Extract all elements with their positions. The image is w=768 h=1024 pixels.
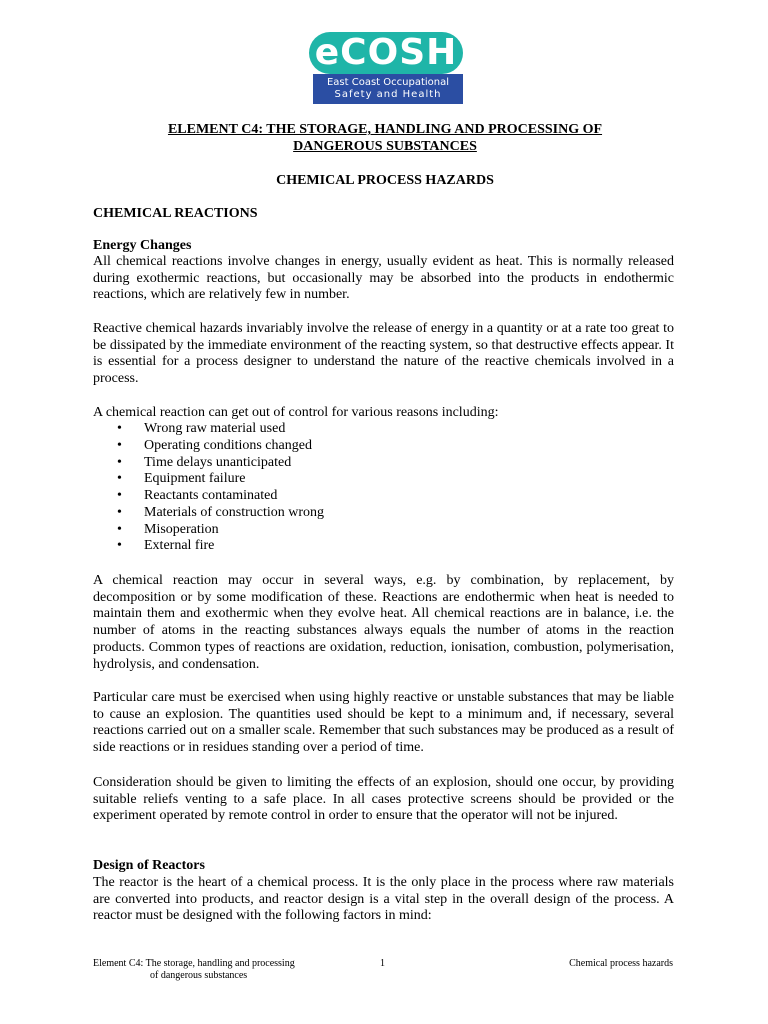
footer-left xyxy=(93,958,323,981)
energy-paragraph-6: Consideration should be given to limiting the effects of an explosion, should one occur, by providing suitable reliefs venting to a safe place. In all cases protective screens should be provided or the experiment operated by remote control in order to ensure that the operator will not be injured. xyxy=(93,775,674,824)
list-item: • Wrong raw material used xyxy=(117,421,286,436)
list-item: • Time delays unanticipated xyxy=(117,454,292,470)
list-item: • Materials of construction wrong xyxy=(117,504,325,520)
bullet-icon: • xyxy=(117,521,122,537)
energy-changes-heading: Energy Changes xyxy=(93,238,192,253)
list-item: • External fire xyxy=(117,538,215,554)
bullet-icon: • xyxy=(117,471,122,487)
footer-left-line-2: of dangerous substances xyxy=(150,969,248,981)
ecosh-logo xyxy=(307,30,465,104)
bullet-icon: • xyxy=(117,538,122,554)
footer-left-line-1: Element C4: The storage, handling and processing xyxy=(93,958,295,969)
energy-paragraph-4: A chemical reaction may occur in several ways, e.g. by combination, by replacement, by decomposition or by some modification of these. Reactions are endothermic when heat is needed to maintain them and exothermic when they evolve heat. All chemical reactions are in balance, i.e. the number of atoms in the reacting substances always equals the number of atoms in the reaction products. Common types of reactions are oxidation, reduction, ionisation, combustion, polymerisation, hydrolysis, and condensation. xyxy=(93,573,674,672)
bullet-icon: • xyxy=(117,504,122,520)
energy-paragraph-5: Particular care must be exercised when using highly reactive or unstable substances that may be liable to cause an explosion. The quantities used should be kept to a minimum and, if necessary, several reactions carried out on a smaller scale. Remember that such substances may be produced as a result of side reactions or in residues standing over a period of time. xyxy=(93,690,674,756)
list-item: • Operating conditions changed xyxy=(117,437,312,453)
logo-word: eCOSH xyxy=(314,32,458,73)
reactors-paragraph-1: The reactor is the heart of a chemical process. It is the only place in the process where raw materials are converted into products, and reactor design is a vital step in the overall design of the process. A reactor must be designed with the following factors in mind: xyxy=(93,875,674,924)
list-item: • Misoperation xyxy=(117,521,219,537)
list-item: • Equipment failure xyxy=(117,471,246,487)
logo-pill xyxy=(309,32,463,74)
logo-line-2: Safety and Health xyxy=(334,89,442,100)
logo-band xyxy=(313,74,463,104)
bullet-icon: • xyxy=(117,454,122,470)
footer-right: Chemical process hazards xyxy=(569,958,673,969)
bullet-icon: • xyxy=(117,437,122,453)
reasons-list xyxy=(117,421,324,555)
document-title-line-1: ELEMENT C4: THE STORAGE, HANDLING AND PROCESSING OF xyxy=(167,122,603,137)
footer-page-number: 1 xyxy=(380,958,385,969)
document-subtitle: CHEMICAL PROCESS HAZARDS xyxy=(276,173,494,188)
design-of-reactors-heading: Design of Reactors xyxy=(93,858,205,873)
document-title-line-2: DANGEROUS SUBSTANCES xyxy=(293,139,477,154)
energy-paragraph-1: All chemical reactions involve changes in energy, usually evident as heat. This is normally released during exothermic reactions, but occasionally may be absorbed into the products in endothermic reactions, which are relatively few in number. xyxy=(93,254,674,303)
energy-paragraph-3: A chemical reaction can get out of control for various reasons including: xyxy=(93,405,499,420)
bullet-icon: • xyxy=(117,488,122,503)
section-heading: CHEMICAL REACTIONS xyxy=(93,206,258,221)
energy-paragraph-2: Reactive chemical hazards invariably involve the release of energy in a quantity or at a rate too great to be dissipated by the immediate environment of the reacting system, so that destructive effects appear. It is essential for a process designer to understand the nature of the reactive chemicals involved in a process. xyxy=(93,321,674,387)
bullet-icon: • xyxy=(117,421,122,436)
list-item: • Reactants contaminated xyxy=(117,488,278,503)
logo-line-1: East Coast Occupational xyxy=(326,77,450,88)
